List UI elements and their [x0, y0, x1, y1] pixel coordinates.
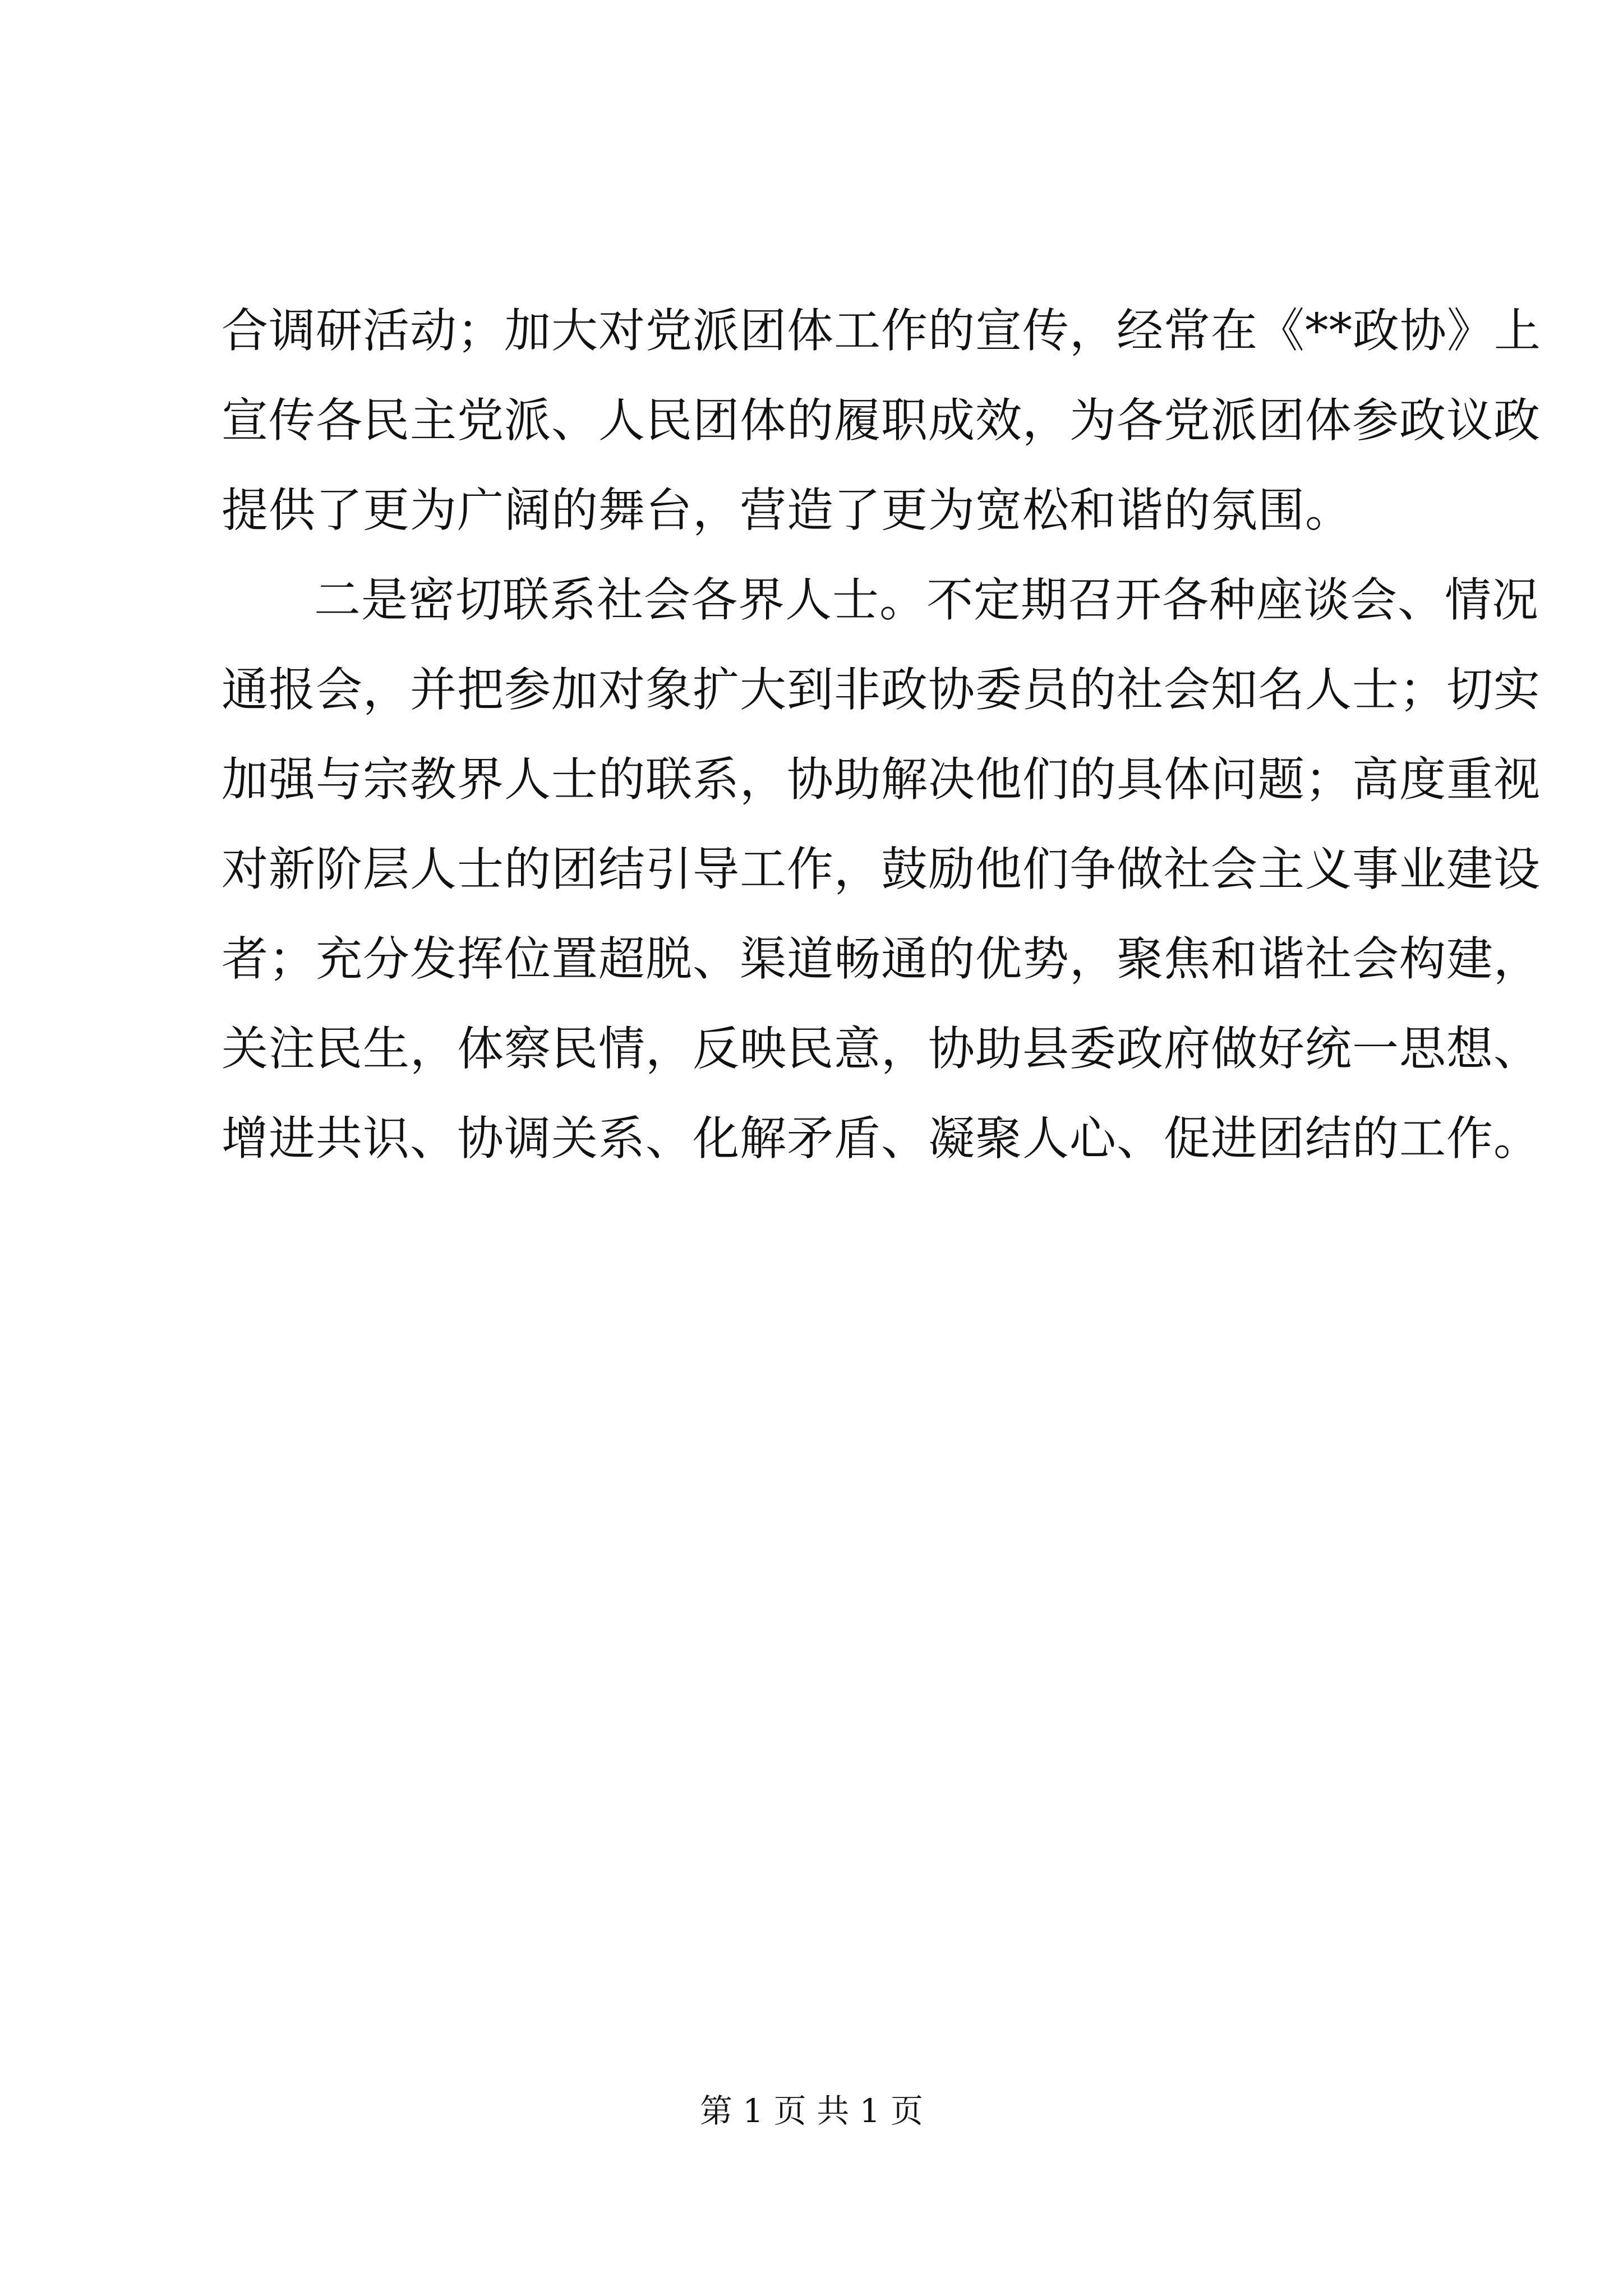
paragraph-1-line-3: 提供了更为广阔的舞台，营造了更为宽松和谐的氛围。: [222, 483, 1352, 537]
paragraph-2-line-5: 者；充分发挥位置超脱、渠道畅通的优势，聚焦和谐社会构建，: [222, 932, 1541, 986]
paragraph-2-line-4: 对新阶层人士的团结引导工作，鼓励他们争做社会主义事业建设: [222, 842, 1541, 896]
paragraph-2-line-1: 二是密切联系社会各界人士。不定期召开各种座谈会、情况: [314, 573, 1539, 627]
page-footer: 第 1 页 共 1 页: [700, 2092, 923, 2130]
paragraph-1-line-1: 合调研活动；加大对党派团体工作的宣传，经常在《**政协》上: [222, 303, 1541, 358]
paragraph-2-line-6: 关注民生，体察民情，反映民意，协助县委政府做好统一思想、: [222, 1022, 1541, 1076]
paragraph-1-line-2: 宣传各民主党派、人民团体的履职成效，为各党派团体参政议政: [222, 393, 1541, 448]
paragraph-2-line-3: 加强与宗教界人士的联系，协助解决他们的具体问题；高度重视: [222, 752, 1541, 807]
paragraph-2-line-2: 通报会，并把参加对象扩大到非政协委员的社会知名人士；切实: [222, 662, 1541, 717]
paragraph-2-line-7: 增进共识、协调关系、化解矛盾、凝聚人心、促进团结的工作。: [222, 1111, 1541, 1166]
